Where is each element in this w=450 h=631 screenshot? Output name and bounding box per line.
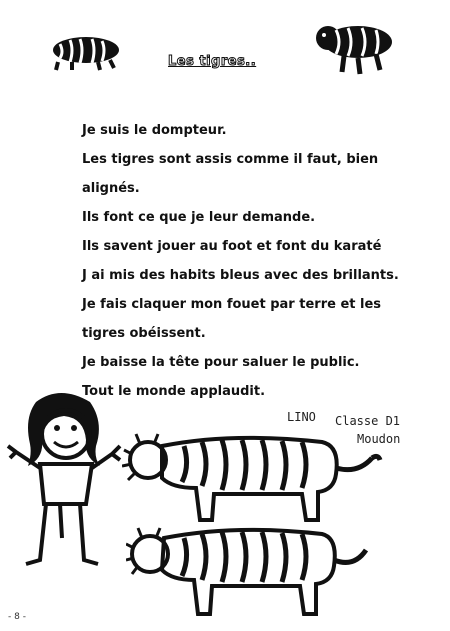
poem-line: tigres obéissent. <box>82 326 206 341</box>
poem-body <box>82 116 402 406</box>
tiger-doodle-left <box>46 32 122 72</box>
poem-line: Je fais claquer mon fouet par terre et les <box>82 297 382 312</box>
class-label: Classe D1 <box>335 414 401 428</box>
tiger-drawing-top <box>122 424 384 528</box>
poem-line: Ils savent jouer au foot et font du karaté <box>82 239 382 254</box>
town-label: Moudon <box>357 432 401 446</box>
poem-line: Je baisse la tête pour saluer le public. <box>82 355 360 370</box>
tiger-doodle-right <box>314 20 396 76</box>
poem-line: Ils font ce que je leur demande. <box>82 210 316 225</box>
poem-line: J ai mis des habits bleus avec des brillants. <box>82 268 399 283</box>
poem-line: Les tigres sont assis comme il faut, bien <box>82 152 379 167</box>
poem-line: Je suis le dompteur. <box>82 123 227 138</box>
page-title: Les tigres.. <box>168 54 257 69</box>
poem-line: Tout le monde applaudit. <box>82 384 266 399</box>
author-name: LINO <box>287 410 316 424</box>
poem-line: alignés. <box>82 181 140 196</box>
tiger-drawing-bottom <box>126 520 376 622</box>
tamer-drawing <box>4 388 124 574</box>
page-number: - 8 - <box>8 612 26 622</box>
